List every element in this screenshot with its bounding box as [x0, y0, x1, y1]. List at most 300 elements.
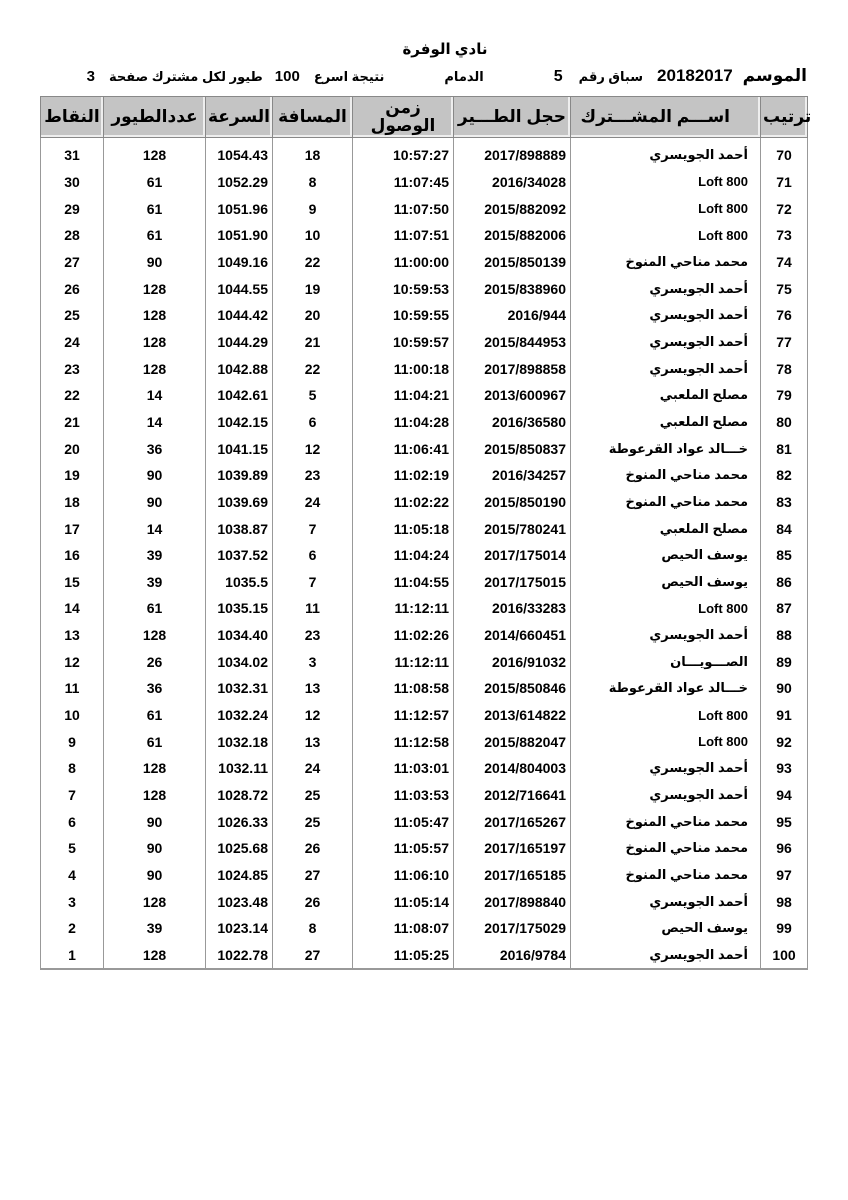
table-row — [41, 138, 808, 169]
cell-points: 21 — [41, 409, 104, 436]
result-label: نتيجة اسرع — [313, 69, 385, 84]
cell-points: 24 — [41, 329, 104, 356]
table-row — [41, 275, 808, 302]
cell-birds: 128 — [104, 622, 206, 649]
cell-arrival-time: 11:03:53 — [353, 782, 454, 809]
cell-rank: 71 — [761, 169, 808, 196]
cell-arrival-time: 11:04:24 — [353, 542, 454, 569]
cell-participant: أحمد الجويسري — [571, 622, 761, 649]
cell-distance: 13 — [273, 728, 353, 755]
cell-birds: 90 — [104, 249, 206, 276]
cell-birds: 61 — [104, 169, 206, 196]
cell-speed: 1035.5 — [206, 569, 273, 596]
cell-ring: 2017/175015 — [454, 569, 571, 596]
cell-distance: 5 — [273, 382, 353, 409]
cell-points: 16 — [41, 542, 104, 569]
cell-speed: 1051.96 — [206, 195, 273, 222]
cell-rank: 97 — [761, 862, 808, 889]
cell-distance: 26 — [273, 888, 353, 915]
cell-arrival-time: 11:04:21 — [353, 382, 454, 409]
cell-participant: Loft 800 — [571, 169, 761, 196]
col-participant: اســـم المشـــترك — [571, 97, 761, 138]
cell-distance: 18 — [273, 138, 353, 169]
cell-speed: 1028.72 — [206, 782, 273, 809]
cell-participant: محمد مناحي المنوخ — [571, 489, 761, 516]
cell-distance: 25 — [273, 782, 353, 809]
col-rank: ترتيب — [761, 97, 808, 138]
season-value: 20182017 — [657, 66, 733, 85]
cell-rank: 77 — [761, 329, 808, 356]
cell-speed: 1038.87 — [206, 515, 273, 542]
table-row — [41, 755, 808, 782]
cell-distance: 7 — [273, 515, 353, 542]
cell-rank: 95 — [761, 808, 808, 835]
cell-ring: 2012/716641 — [454, 782, 571, 809]
cell-points: 26 — [41, 275, 104, 302]
table-row — [41, 195, 808, 222]
cell-rank: 81 — [761, 435, 808, 462]
cell-rank: 98 — [761, 888, 808, 915]
cell-participant: أحمد الجويسري — [571, 755, 761, 782]
cell-distance: 22 — [273, 249, 353, 276]
cell-arrival-time: 11:00:00 — [353, 249, 454, 276]
col-speed: السرعة — [206, 97, 273, 138]
table-row — [41, 515, 808, 542]
cell-rank: 93 — [761, 755, 808, 782]
cell-ring: 2016/944 — [454, 302, 571, 329]
cell-birds: 90 — [104, 489, 206, 516]
cell-speed: 1052.29 — [206, 169, 273, 196]
cell-participant: أحمد الجويسري — [571, 275, 761, 302]
cell-distance: 3 — [273, 648, 353, 675]
cell-birds: 128 — [104, 302, 206, 329]
cell-ring: 2015/844953 — [454, 329, 571, 356]
cell-birds: 128 — [104, 329, 206, 356]
cell-rank: 90 — [761, 675, 808, 702]
cell-birds: 26 — [104, 648, 206, 675]
cell-rank: 92 — [761, 728, 808, 755]
cell-arrival-time: 11:06:41 — [353, 435, 454, 462]
cell-participant: يوسف الحيص — [571, 542, 761, 569]
cell-points: 12 — [41, 648, 104, 675]
cell-points: 2 — [41, 915, 104, 942]
cell-rank: 83 — [761, 489, 808, 516]
cell-arrival-time: 11:05:18 — [353, 515, 454, 542]
cell-birds: 90 — [104, 462, 206, 489]
cell-arrival-time: 11:12:58 — [353, 728, 454, 755]
cell-ring: 2015/850190 — [454, 489, 571, 516]
cell-points: 9 — [41, 728, 104, 755]
cell-birds: 39 — [104, 569, 206, 596]
cell-birds: 61 — [104, 595, 206, 622]
cell-ring: 2017/175014 — [454, 542, 571, 569]
table-row — [41, 222, 808, 249]
cell-speed: 1039.69 — [206, 489, 273, 516]
cell-points: 28 — [41, 222, 104, 249]
cell-distance: 10 — [273, 222, 353, 249]
table-row — [41, 728, 808, 755]
cell-speed: 1032.24 — [206, 702, 273, 729]
cell-distance: 23 — [273, 462, 353, 489]
cell-arrival-time: 11:05:57 — [353, 835, 454, 862]
table-row — [41, 249, 808, 276]
club-title: نادي الوفرة — [402, 41, 488, 58]
cell-participant: يوسف الحيص — [571, 569, 761, 596]
cell-birds: 39 — [104, 915, 206, 942]
cell-distance: 13 — [273, 675, 353, 702]
cell-arrival-time: 11:00:18 — [353, 355, 454, 382]
cell-rank: 76 — [761, 302, 808, 329]
cell-arrival-time: 11:12:11 — [353, 648, 454, 675]
cell-rank: 73 — [761, 222, 808, 249]
cell-ring: 2014/660451 — [454, 622, 571, 649]
cell-distance: 20 — [273, 302, 353, 329]
cell-distance: 11 — [273, 595, 353, 622]
cell-participant: مصلح الملعبي — [571, 382, 761, 409]
cell-rank: 88 — [761, 622, 808, 649]
cell-points: 8 — [41, 755, 104, 782]
col-ring: حجل الطـــير — [454, 97, 571, 138]
cell-speed: 1049.16 — [206, 249, 273, 276]
cell-birds: 128 — [104, 755, 206, 782]
cell-arrival-time: 11:07:45 — [353, 169, 454, 196]
cell-ring: 2017/165267 — [454, 808, 571, 835]
cell-participant: مصلح الملعبي — [571, 515, 761, 542]
cell-distance: 21 — [273, 329, 353, 356]
cell-points: 18 — [41, 489, 104, 516]
cell-ring: 2017/165197 — [454, 835, 571, 862]
cell-participant: Loft 800 — [571, 595, 761, 622]
cell-participant: أحمد الجويسري — [571, 888, 761, 915]
cell-rank: 75 — [761, 275, 808, 302]
cell-speed: 1054.43 — [206, 138, 273, 169]
cell-participant: أحمد الجويسري — [571, 138, 761, 169]
cell-distance: 7 — [273, 569, 353, 596]
race-location: الدمام — [444, 69, 484, 84]
col-distance: المسافة — [273, 97, 353, 138]
per-member-label: طيور لكل مشترك صفحة — [108, 69, 263, 84]
cell-distance: 27 — [273, 862, 353, 889]
cell-distance: 6 — [273, 409, 353, 436]
cell-points: 20 — [41, 435, 104, 462]
col-birds: عددالطيور — [104, 97, 206, 138]
cell-birds: 36 — [104, 675, 206, 702]
cell-arrival-time: 11:08:58 — [353, 675, 454, 702]
cell-ring: 2016/33283 — [454, 595, 571, 622]
cell-points: 14 — [41, 595, 104, 622]
cell-speed: 1044.29 — [206, 329, 273, 356]
cell-rank: 80 — [761, 409, 808, 436]
cell-speed: 1022.78 — [206, 942, 273, 970]
cell-birds: 128 — [104, 942, 206, 970]
race-label: سباق رقم — [578, 69, 644, 84]
cell-rank: 89 — [761, 648, 808, 675]
cell-ring: 2017/175029 — [454, 915, 571, 942]
cell-points: 27 — [41, 249, 104, 276]
cell-speed: 1035.15 — [206, 595, 273, 622]
table-row — [41, 569, 808, 596]
cell-speed: 1042.61 — [206, 382, 273, 409]
cell-participant: Loft 800 — [571, 222, 761, 249]
cell-distance: 8 — [273, 169, 353, 196]
cell-participant: الصـــويـــان — [571, 648, 761, 675]
page-number: 3 — [86, 68, 95, 85]
cell-points: 4 — [41, 862, 104, 889]
cell-participant: مصلح الملعبي — [571, 409, 761, 436]
cell-participant: أحمد الجويسري — [571, 782, 761, 809]
cell-distance: 27 — [273, 942, 353, 970]
col-arrival-time: زمن الوصول — [353, 97, 454, 138]
cell-points: 10 — [41, 702, 104, 729]
table-row — [41, 888, 808, 915]
cell-rank: 85 — [761, 542, 808, 569]
cell-distance: 6 — [273, 542, 353, 569]
cell-participant: Loft 800 — [571, 728, 761, 755]
result-count: 100 — [274, 68, 300, 85]
cell-participant: أحمد الجويسري — [571, 942, 761, 970]
cell-distance: 22 — [273, 355, 353, 382]
table-row — [41, 648, 808, 675]
cell-ring: 2016/34257 — [454, 462, 571, 489]
cell-distance: 23 — [273, 622, 353, 649]
cell-rank: 91 — [761, 702, 808, 729]
cell-ring: 2015/780241 — [454, 515, 571, 542]
cell-ring: 2016/36580 — [454, 409, 571, 436]
cell-points: 29 — [41, 195, 104, 222]
cell-birds: 36 — [104, 435, 206, 462]
cell-points: 5 — [41, 835, 104, 862]
cell-ring: 2013/600967 — [454, 382, 571, 409]
cell-points: 30 — [41, 169, 104, 196]
cell-distance: 19 — [273, 275, 353, 302]
cell-speed: 1042.15 — [206, 409, 273, 436]
cell-arrival-time: 11:02:26 — [353, 622, 454, 649]
cell-speed: 1032.11 — [206, 755, 273, 782]
cell-participant: أحمد الجويسري — [571, 302, 761, 329]
cell-distance: 12 — [273, 435, 353, 462]
col-points: النقاط — [41, 97, 104, 138]
results-table — [40, 96, 812, 970]
cell-ring: 2014/804003 — [454, 755, 571, 782]
cell-rank: 78 — [761, 355, 808, 382]
cell-ring: 2015/838960 — [454, 275, 571, 302]
cell-arrival-time: 11:04:55 — [353, 569, 454, 596]
cell-rank: 99 — [761, 915, 808, 942]
cell-birds: 90 — [104, 808, 206, 835]
cell-birds: 61 — [104, 702, 206, 729]
cell-birds: 14 — [104, 382, 206, 409]
cell-ring: 2017/898889 — [454, 138, 571, 169]
table-row — [41, 302, 808, 329]
cell-speed: 1041.15 — [206, 435, 273, 462]
cell-speed: 1023.14 — [206, 915, 273, 942]
cell-ring: 2017/898840 — [454, 888, 571, 915]
cell-arrival-time: 11:12:57 — [353, 702, 454, 729]
cell-points: 22 — [41, 382, 104, 409]
cell-speed: 1032.18 — [206, 728, 273, 755]
cell-points: 19 — [41, 462, 104, 489]
cell-points: 17 — [41, 515, 104, 542]
cell-ring: 2015/850139 — [454, 249, 571, 276]
table-row — [41, 915, 808, 942]
cell-points: 3 — [41, 888, 104, 915]
cell-participant: أحمد الجويسري — [571, 329, 761, 356]
cell-ring: 2016/91032 — [454, 648, 571, 675]
cell-ring: 2017/165185 — [454, 862, 571, 889]
cell-birds: 14 — [104, 515, 206, 542]
cell-participant: يوسف الحيص — [571, 915, 761, 942]
table-row — [41, 622, 808, 649]
cell-ring: 2016/34028 — [454, 169, 571, 196]
table-row — [41, 808, 808, 835]
cell-rank: 96 — [761, 835, 808, 862]
cell-points: 7 — [41, 782, 104, 809]
cell-points: 15 — [41, 569, 104, 596]
cell-ring: 2015/882092 — [454, 195, 571, 222]
cell-distance: 25 — [273, 808, 353, 835]
cell-birds: 128 — [104, 888, 206, 915]
cell-speed: 1032.31 — [206, 675, 273, 702]
table-row — [41, 835, 808, 862]
table-row — [41, 355, 808, 382]
cell-rank: 74 — [761, 249, 808, 276]
cell-arrival-time: 11:07:50 — [353, 195, 454, 222]
cell-speed: 1037.52 — [206, 542, 273, 569]
cell-participant: محمد مناحي المنوخ — [571, 249, 761, 276]
race-number: 5 — [553, 68, 563, 85]
cell-arrival-time: 10:59:55 — [353, 302, 454, 329]
cell-distance: 26 — [273, 835, 353, 862]
cell-distance: 12 — [273, 702, 353, 729]
cell-arrival-time: 11:12:11 — [353, 595, 454, 622]
header-row — [41, 97, 808, 138]
cell-participant: محمد مناحي المنوخ — [571, 862, 761, 889]
cell-participant: محمد مناحي المنوخ — [571, 835, 761, 862]
cell-rank: 84 — [761, 515, 808, 542]
cell-points: 6 — [41, 808, 104, 835]
cell-arrival-time: 11:06:10 — [353, 862, 454, 889]
table-row — [41, 329, 808, 356]
table-row — [41, 435, 808, 462]
cell-arrival-time: 11:05:47 — [353, 808, 454, 835]
cell-birds: 39 — [104, 542, 206, 569]
cell-birds: 90 — [104, 862, 206, 889]
cell-speed: 1039.89 — [206, 462, 273, 489]
cell-ring: 2015/850837 — [454, 435, 571, 462]
cell-birds: 128 — [104, 275, 206, 302]
table-row — [41, 702, 808, 729]
cell-ring: 2016/9784 — [454, 942, 571, 970]
cell-participant: خـــالد عواد القرعوطة — [571, 675, 761, 702]
table-row — [41, 169, 808, 196]
cell-speed: 1044.42 — [206, 302, 273, 329]
cell-birds: 61 — [104, 195, 206, 222]
cell-participant: Loft 800 — [571, 702, 761, 729]
cell-arrival-time: 11:02:19 — [353, 462, 454, 489]
cell-speed: 1042.88 — [206, 355, 273, 382]
cell-rank: 79 — [761, 382, 808, 409]
cell-participant: محمد مناحي المنوخ — [571, 808, 761, 835]
cell-points: 13 — [41, 622, 104, 649]
cell-rank: 82 — [761, 462, 808, 489]
cell-birds: 128 — [104, 782, 206, 809]
table-row — [41, 862, 808, 889]
table-row — [41, 409, 808, 436]
cell-distance: 8 — [273, 915, 353, 942]
cell-arrival-time: 11:05:25 — [353, 942, 454, 970]
cell-speed: 1025.68 — [206, 835, 273, 862]
cell-speed: 1026.33 — [206, 808, 273, 835]
cell-speed: 1024.85 — [206, 862, 273, 889]
cell-rank: 70 — [761, 138, 808, 169]
cell-rank: 72 — [761, 195, 808, 222]
cell-participant: خـــالد عواد القرعوطة — [571, 435, 761, 462]
cell-points: 11 — [41, 675, 104, 702]
cell-birds: 128 — [104, 355, 206, 382]
table-row — [41, 462, 808, 489]
cell-points: 31 — [41, 138, 104, 169]
cell-points: 23 — [41, 355, 104, 382]
cell-ring: 2015/882006 — [454, 222, 571, 249]
cell-birds: 128 — [104, 138, 206, 169]
table-row — [41, 542, 808, 569]
cell-distance: 24 — [273, 755, 353, 782]
table-row — [41, 782, 808, 809]
cell-birds: 14 — [104, 409, 206, 436]
cell-arrival-time: 11:03:01 — [353, 755, 454, 782]
cell-arrival-time: 11:05:14 — [353, 888, 454, 915]
cell-distance: 9 — [273, 195, 353, 222]
cell-participant: أحمد الجويسري — [571, 355, 761, 382]
season-label: الموسم — [742, 66, 807, 85]
cell-arrival-time: 11:02:22 — [353, 489, 454, 516]
cell-points: 1 — [41, 942, 104, 970]
cell-arrival-time: 10:59:53 — [353, 275, 454, 302]
cell-arrival-time: 11:07:51 — [353, 222, 454, 249]
cell-speed: 1044.55 — [206, 275, 273, 302]
table-row — [41, 489, 808, 516]
cell-arrival-time: 10:57:27 — [353, 138, 454, 169]
cell-rank: 100 — [761, 942, 808, 970]
cell-speed: 1051.90 — [206, 222, 273, 249]
cell-ring: 2013/614822 — [454, 702, 571, 729]
cell-participant: محمد مناحي المنوخ — [571, 462, 761, 489]
cell-ring: 2015/850846 — [454, 675, 571, 702]
cell-birds: 90 — [104, 835, 206, 862]
cell-arrival-time: 10:59:57 — [353, 329, 454, 356]
cell-speed: 1023.48 — [206, 888, 273, 915]
cell-speed: 1034.40 — [206, 622, 273, 649]
table-row — [41, 675, 808, 702]
cell-ring: 2017/898858 — [454, 355, 571, 382]
cell-participant: Loft 800 — [571, 195, 761, 222]
table-row — [41, 595, 808, 622]
cell-arrival-time: 11:04:28 — [353, 409, 454, 436]
cell-birds: 61 — [104, 222, 206, 249]
cell-arrival-time: 11:08:07 — [353, 915, 454, 942]
cell-birds: 61 — [104, 728, 206, 755]
race-info-line — [40, 66, 807, 86]
cell-ring: 2015/882047 — [454, 728, 571, 755]
cell-rank: 94 — [761, 782, 808, 809]
cell-rank: 86 — [761, 569, 808, 596]
cell-points: 25 — [41, 302, 104, 329]
cell-distance: 24 — [273, 489, 353, 516]
cell-speed: 1034.02 — [206, 648, 273, 675]
table-row — [41, 942, 808, 970]
cell-rank: 87 — [761, 595, 808, 622]
table-row — [41, 382, 808, 409]
